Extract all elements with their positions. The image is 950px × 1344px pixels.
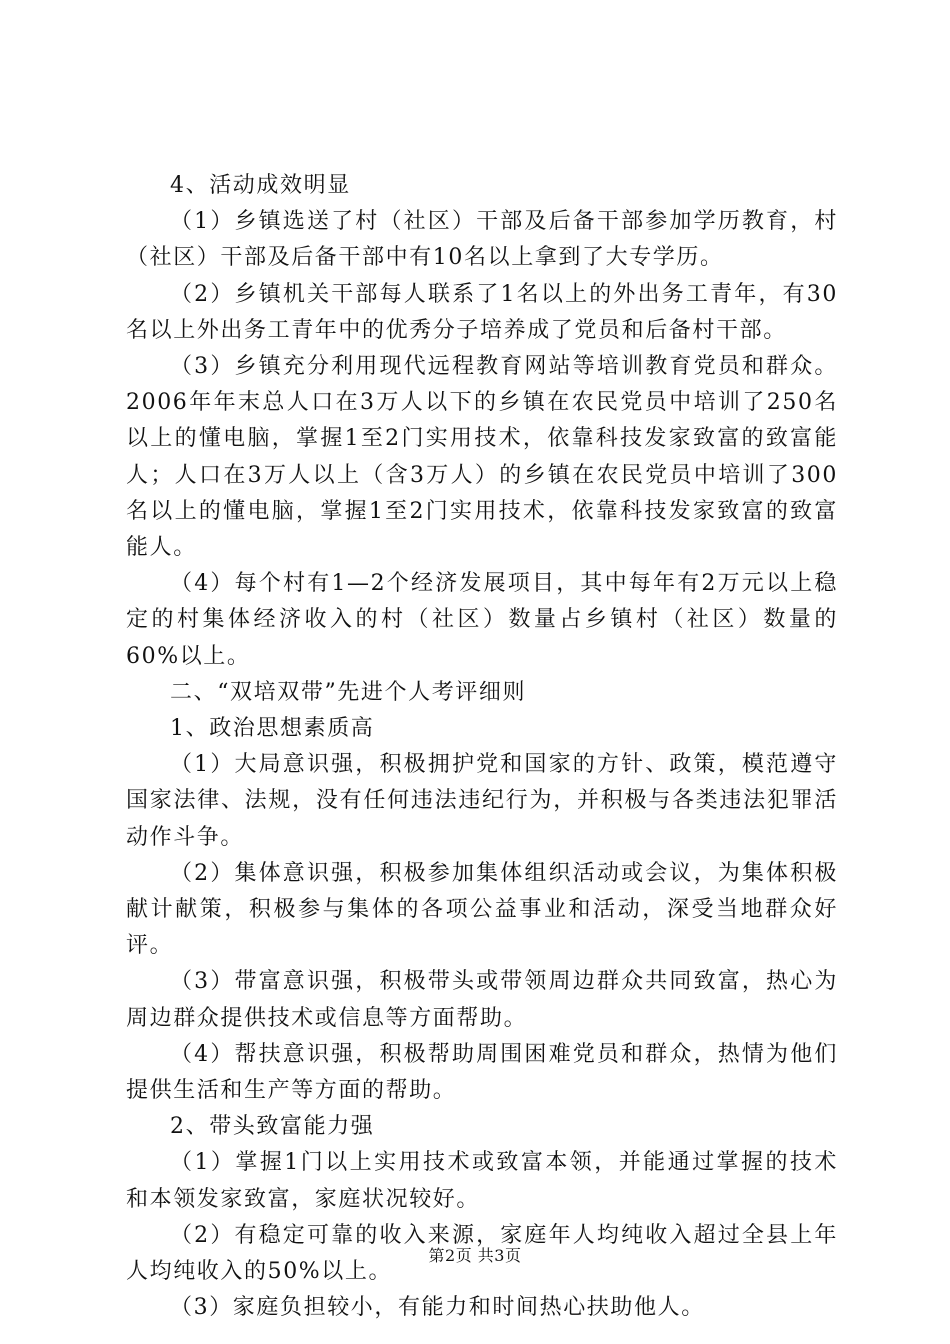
section-heading: 4、活动成效明显 <box>170 173 351 198</box>
paragraph: （1）乡镇选送了村（社区）干部及后备干部参加学历教育，村（社区）干部及后备干部中有10名以上拿到了大专学历。 <box>126 209 838 271</box>
paragraph: （4）帮扶意识强，积极帮助周围困难党员和群众，热情为他们提供生活和生产等方面的帮助。 <box>126 1041 838 1104</box>
section-heading: 1、政治思想素质高 <box>170 716 375 742</box>
paragraph: （1）掌握1门以上实用技术或致富本领，并能通过掌握的技术和本领发家致富，家庭状况较好。 <box>126 1150 838 1212</box>
paragraph: （2）集体意识强，积极参加集体组织活动或会议，为集体积极献计献策，积极参与集体的各项公益事业和活动，深受当地群众好评。 <box>126 860 838 959</box>
page-number-footer: 第2页 共3页 <box>428 1246 522 1265</box>
paragraph: （3）家庭负担较小，有能力和时间热心扶助他人。 <box>170 1295 705 1321</box>
document-body <box>126 168 838 1327</box>
paragraph: （2）有稳定可靠的收入来源，家庭年人均纯收入超过全县上年人均纯收入的50%以上。 <box>126 1222 838 1285</box>
paragraph: （1）大局意识强，积极拥护党和国家的方针、政策，模范遵守国家法律、法规，没有任何违法违纪行为，并积极与各类违法犯罪活动作斗争。 <box>126 752 838 850</box>
paragraph: （2）乡镇机关干部每人联系了1名以上的外出务工青年，有30名以上外出务工青年中的优秀分子培养成了党员和后备村干部。 <box>126 281 838 343</box>
paragraph: （3）带富意识强，积极带头或带领周边群众共同致富，热心为周边群众提供技术或信息等方面帮助。 <box>126 969 838 1031</box>
paragraph: （4）每个村有1—2个经济发展项目，其中每年有2万元以上稳定的村集体经济收入的村（社区）数量占乡镇村（社区）数量的60%以上。 <box>126 571 838 669</box>
paragraph: （3）乡镇充分利用现代远程教育网站等培训教育党员和群众。2006年年末总人口在3万人以下的乡镇在农民党员中培训了250名以上的懂电脑，掌握1至2门实用技术，依靠科技发家致富的致富能人；人口在3万人以上（含3万人）的乡镇在农民党员中培训了300名以上的懂电脑，掌握1至2门实用技术，依靠科技发家致富的致富能人。 <box>126 354 838 561</box>
section-heading: 二、“双培双带”先进个人考评细则 <box>170 679 527 705</box>
section-heading: 2、带头致富能力强 <box>170 1114 375 1140</box>
